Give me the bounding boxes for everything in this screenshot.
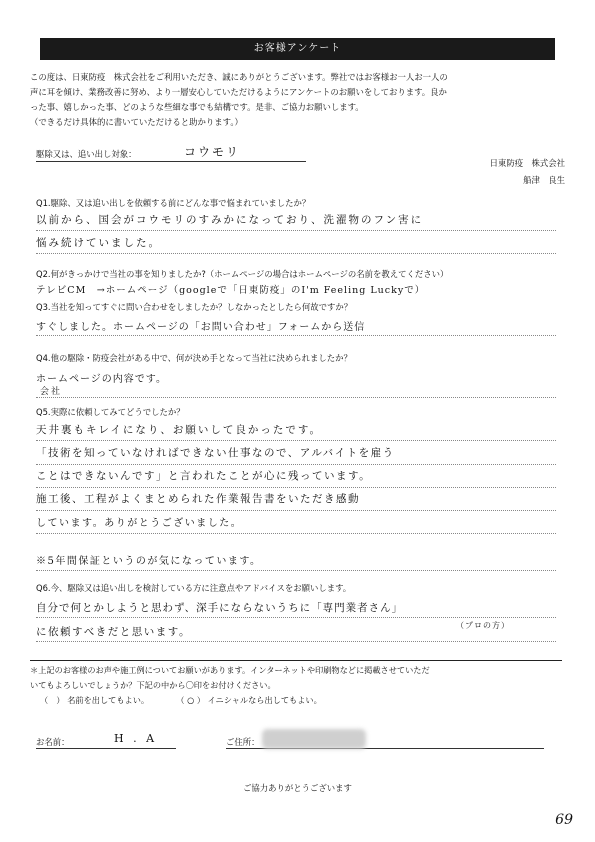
answer-4-line-1: ホームページの内容です。: [36, 374, 167, 385]
company-signature: [490, 155, 565, 189]
question-4: Q4.他の駆除・防疫会社がある中で、何が決め手となって当社に決められましたか？: [36, 353, 352, 363]
consent-line: ＊上記のお客様のお声や施工例についてお願いがあります。インターネットや印刷物などに掲載させていただ: [30, 665, 430, 675]
question-3: Q3.当社を知ってすぐに問い合わせをしましたか？しなかったとしたら何故ですか？: [36, 302, 353, 312]
survey-title: お客様アンケート: [40, 38, 555, 60]
answer-4-line-2: 会社: [40, 387, 63, 397]
intro-line: （できるだけ具体的に書いていただけると助かります。）: [30, 117, 243, 127]
answer-5-line-4: 施工後、工程がよくまとめられた作業報告書をいただき感動: [36, 493, 360, 505]
page-number: 69: [555, 812, 573, 828]
address-field[interactable]: [226, 733, 544, 749]
answer-rule: [36, 440, 556, 441]
question-6: Q6.今、駆除又は追い出しを検討している方に注意点やアドバイスをお願いします。: [36, 583, 352, 593]
target-label: 駆除又は、追い出し対象：: [36, 149, 137, 159]
answer-5-line-5: しています。ありがとうございました。: [36, 518, 243, 529]
name-field[interactable]: [36, 733, 176, 749]
consent-line: いてもよろしいでしょうか？下記の中から〇印をお付けください。: [30, 680, 276, 690]
answer-3-line-1: すぐしました。ホームページの「お問い合わせ」フォームから送信: [36, 322, 366, 333]
answer-rule: [36, 570, 556, 571]
answer-6-line-2: に依頼すべきだと思います。: [36, 626, 191, 638]
answer-5-line-1: 天井裏もキレイになり、お願いして良かったです。: [36, 424, 323, 436]
answer-6-note: （プロの方）: [456, 621, 510, 630]
intro-text: [30, 70, 560, 130]
question-5: Q5.実際に依頼してみてどうでしたか？: [36, 407, 185, 417]
answer-rule: [36, 464, 556, 465]
intro-line: 声に耳を傾け、業務改善に努め、より一層安心していただけるようにアンケートのお願いをしております。良か: [30, 87, 447, 97]
company-person: 船津 良生: [523, 175, 565, 185]
answer-2-line-1: テレビCM →ホームページ（googleで「日東防疫」のI'm Feeling Luckyで）: [36, 285, 426, 296]
company-name: 日東防疫 株式会社: [489, 158, 565, 168]
answer-rule: [36, 533, 556, 534]
name-value: H . A: [114, 732, 158, 745]
address-label: ご住所：: [226, 737, 260, 747]
answer-rule: [36, 617, 556, 618]
option-initial-checkbox[interactable]: （ ○ ）: [176, 695, 206, 705]
question-1: Q1.駆除、又は追い出しを依頼する前にどんな事で悩まれていましたか？: [36, 198, 311, 208]
answer-rule: [36, 397, 556, 398]
answer-6-line-1: 自分で何とかしようと思わず、深手にならないうちに「専門業者さん」: [36, 602, 404, 614]
answer-rule: [36, 510, 556, 511]
consent-options: [30, 693, 562, 708]
answer-rule: [36, 335, 556, 336]
publication-consent: [30, 660, 562, 708]
target-value: コウモリ: [184, 145, 241, 159]
intro-line: この度は、日東防疫 株式会社をご利用いただき、誠にありがとうございます。弊社ではお客様お一人お一人の: [30, 72, 448, 82]
target-field[interactable]: [36, 146, 306, 162]
answer-rule: [36, 253, 556, 254]
option-initial-label: イニシャルなら出してもよい。: [207, 695, 322, 705]
answer-rule: [36, 641, 556, 642]
thanks-text: ご協力ありがとうございます: [243, 783, 352, 793]
answer-rule: [36, 487, 556, 488]
option-name-checkbox[interactable]: （ ）: [40, 695, 65, 705]
option-name-label: 名前を出してもよい。: [67, 695, 150, 705]
answer-5-line-3: ことはできないんです」と言われたことが心に残っています。: [36, 470, 372, 482]
answer-1-line-2: 悩み続けていました。: [36, 237, 161, 249]
answer-5-line-6: ※5年間保証というのが気になっています。: [36, 556, 262, 567]
intro-line: った事、嬉しかった事、どのような些細な事でも結構です。是非、ご協力お願いします。: [30, 102, 364, 112]
answer-1-line-1: 以前から、国会がコウモリのすみかになっており、洗濯物のフン害に: [36, 214, 424, 226]
name-label: お名前：: [36, 737, 70, 747]
answer-rule: [36, 230, 556, 231]
question-2: Q2.何がきっかけで当社の事を知りましたか?（ホームページの場合はホームページの名前を教えてください）: [36, 269, 449, 279]
address-redacted: [262, 729, 366, 749]
answer-5-line-2: 「技術を知っていなければできない仕事なので、アルバイトを雇う: [36, 447, 395, 459]
